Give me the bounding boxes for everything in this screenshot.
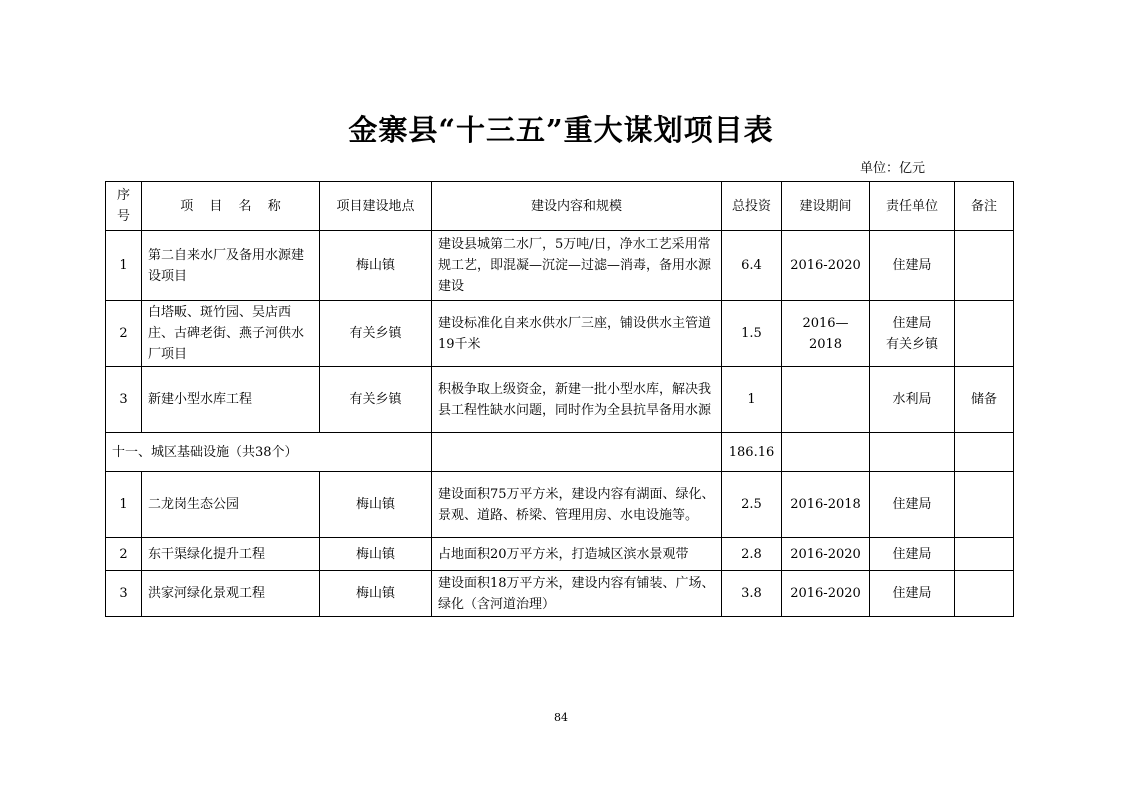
header-investment: 总投资 [722,182,782,231]
cell-name: 东干渠绿化提升工程 [142,538,320,571]
cell-content: 占地面积20万平方米，打造城区滨水景观带 [432,538,722,571]
cell-content: 建设面积18万平方米，建设内容有铺装、广场、绿化（含河道治理） [432,571,722,617]
cell-name: 二龙岗生态公园 [142,472,320,538]
section-content-empty [432,433,722,472]
cell-content: 建设标准化自来水供水厂三座，铺设供水主管道19千米 [432,301,722,367]
cell-name: 白塔畈、斑竹园、吴店西庄、古碑老街、燕子河供水厂项目 [142,301,320,367]
cell-content: 建设县城第二水厂，5万吨/日，净水工艺采用常规工艺，即混凝—沉淀—过滤—消毒，备用水源建设 [432,231,722,301]
table-row [106,472,1014,538]
page-title: 金寨县“十三五”重大谋划项目表 [348,113,774,147]
table-row [106,367,1014,433]
table-header-row [106,182,1014,231]
cell-seq: 1 [106,231,142,301]
cell-investment: 2.5 [722,472,782,538]
header-note: 备注 [955,182,1014,231]
cell-unit: 水利局 [870,367,955,433]
cell-seq: 2 [106,301,142,367]
cell-content: 积极争取上级资金，新建一批小型水库，解决我县工程性缺水问题，同时作为全县抗旱备用水源 [432,367,722,433]
cell-name: 新建小型水库工程 [142,367,320,433]
page-number: 84 [554,711,568,724]
projects-table [105,181,1014,617]
cell-unit: 住建局 有关乡镇 [870,301,955,367]
section-row [106,433,1014,472]
cell-content: 建设面积75万平方米，建设内容有湖面、绿化、景观、道路、桥梁、管理用房、水电设施等。 [432,472,722,538]
cell-location: 梅山镇 [320,571,432,617]
header-content: 建设内容和规模 [432,182,722,231]
cell-investment: 6.4 [722,231,782,301]
cell-name: 第二自来水厂及备用水源建设项目 [142,231,320,301]
cell-period [782,367,870,433]
section-note-empty [955,433,1014,472]
cell-period: 2016-2020 [782,231,870,301]
table-row [106,571,1014,617]
cell-note [955,538,1014,571]
cell-note [955,231,1014,301]
section-unit-empty [870,433,955,472]
cell-period: 2016-2018 [782,472,870,538]
cell-note [955,571,1014,617]
cell-period: 2016-2020 [782,571,870,617]
section-period-empty [782,433,870,472]
header-name: 项 目 名 称 [142,182,320,231]
table-row [106,538,1014,571]
cell-unit: 住建局 [870,538,955,571]
cell-investment: 1.5 [722,301,782,367]
cell-note [955,301,1014,367]
cell-location: 有关乡镇 [320,367,432,433]
cell-seq: 1 [106,472,142,538]
header-unit: 责任单位 [870,182,955,231]
header-location: 项目建设地点 [320,182,432,231]
cell-period: 2016-2020 [782,538,870,571]
unit-label: 单位：亿元 [860,161,926,176]
cell-investment: 3.8 [722,571,782,617]
cell-investment: 1 [722,367,782,433]
cell-location: 梅山镇 [320,538,432,571]
cell-seq: 3 [106,571,142,617]
cell-location: 梅山镇 [320,472,432,538]
cell-seq: 2 [106,538,142,571]
table-row [106,231,1014,301]
header-period: 建设期间 [782,182,870,231]
cell-note [955,472,1014,538]
table-row [106,301,1014,367]
cell-unit: 住建局 [870,472,955,538]
section-investment: 186.16 [722,433,782,472]
cell-location: 有关乡镇 [320,301,432,367]
cell-seq: 3 [106,367,142,433]
cell-name: 洪家河绿化景观工程 [142,571,320,617]
cell-period: 2016—2018 [782,301,870,367]
cell-unit: 住建局 [870,571,955,617]
cell-unit: 住建局 [870,231,955,301]
cell-investment: 2.8 [722,538,782,571]
cell-note: 储备 [955,367,1014,433]
section-label: 十一、城区基础设施（共38个） [106,433,432,472]
header-seq: 序号 [106,182,142,231]
cell-location: 梅山镇 [320,231,432,301]
